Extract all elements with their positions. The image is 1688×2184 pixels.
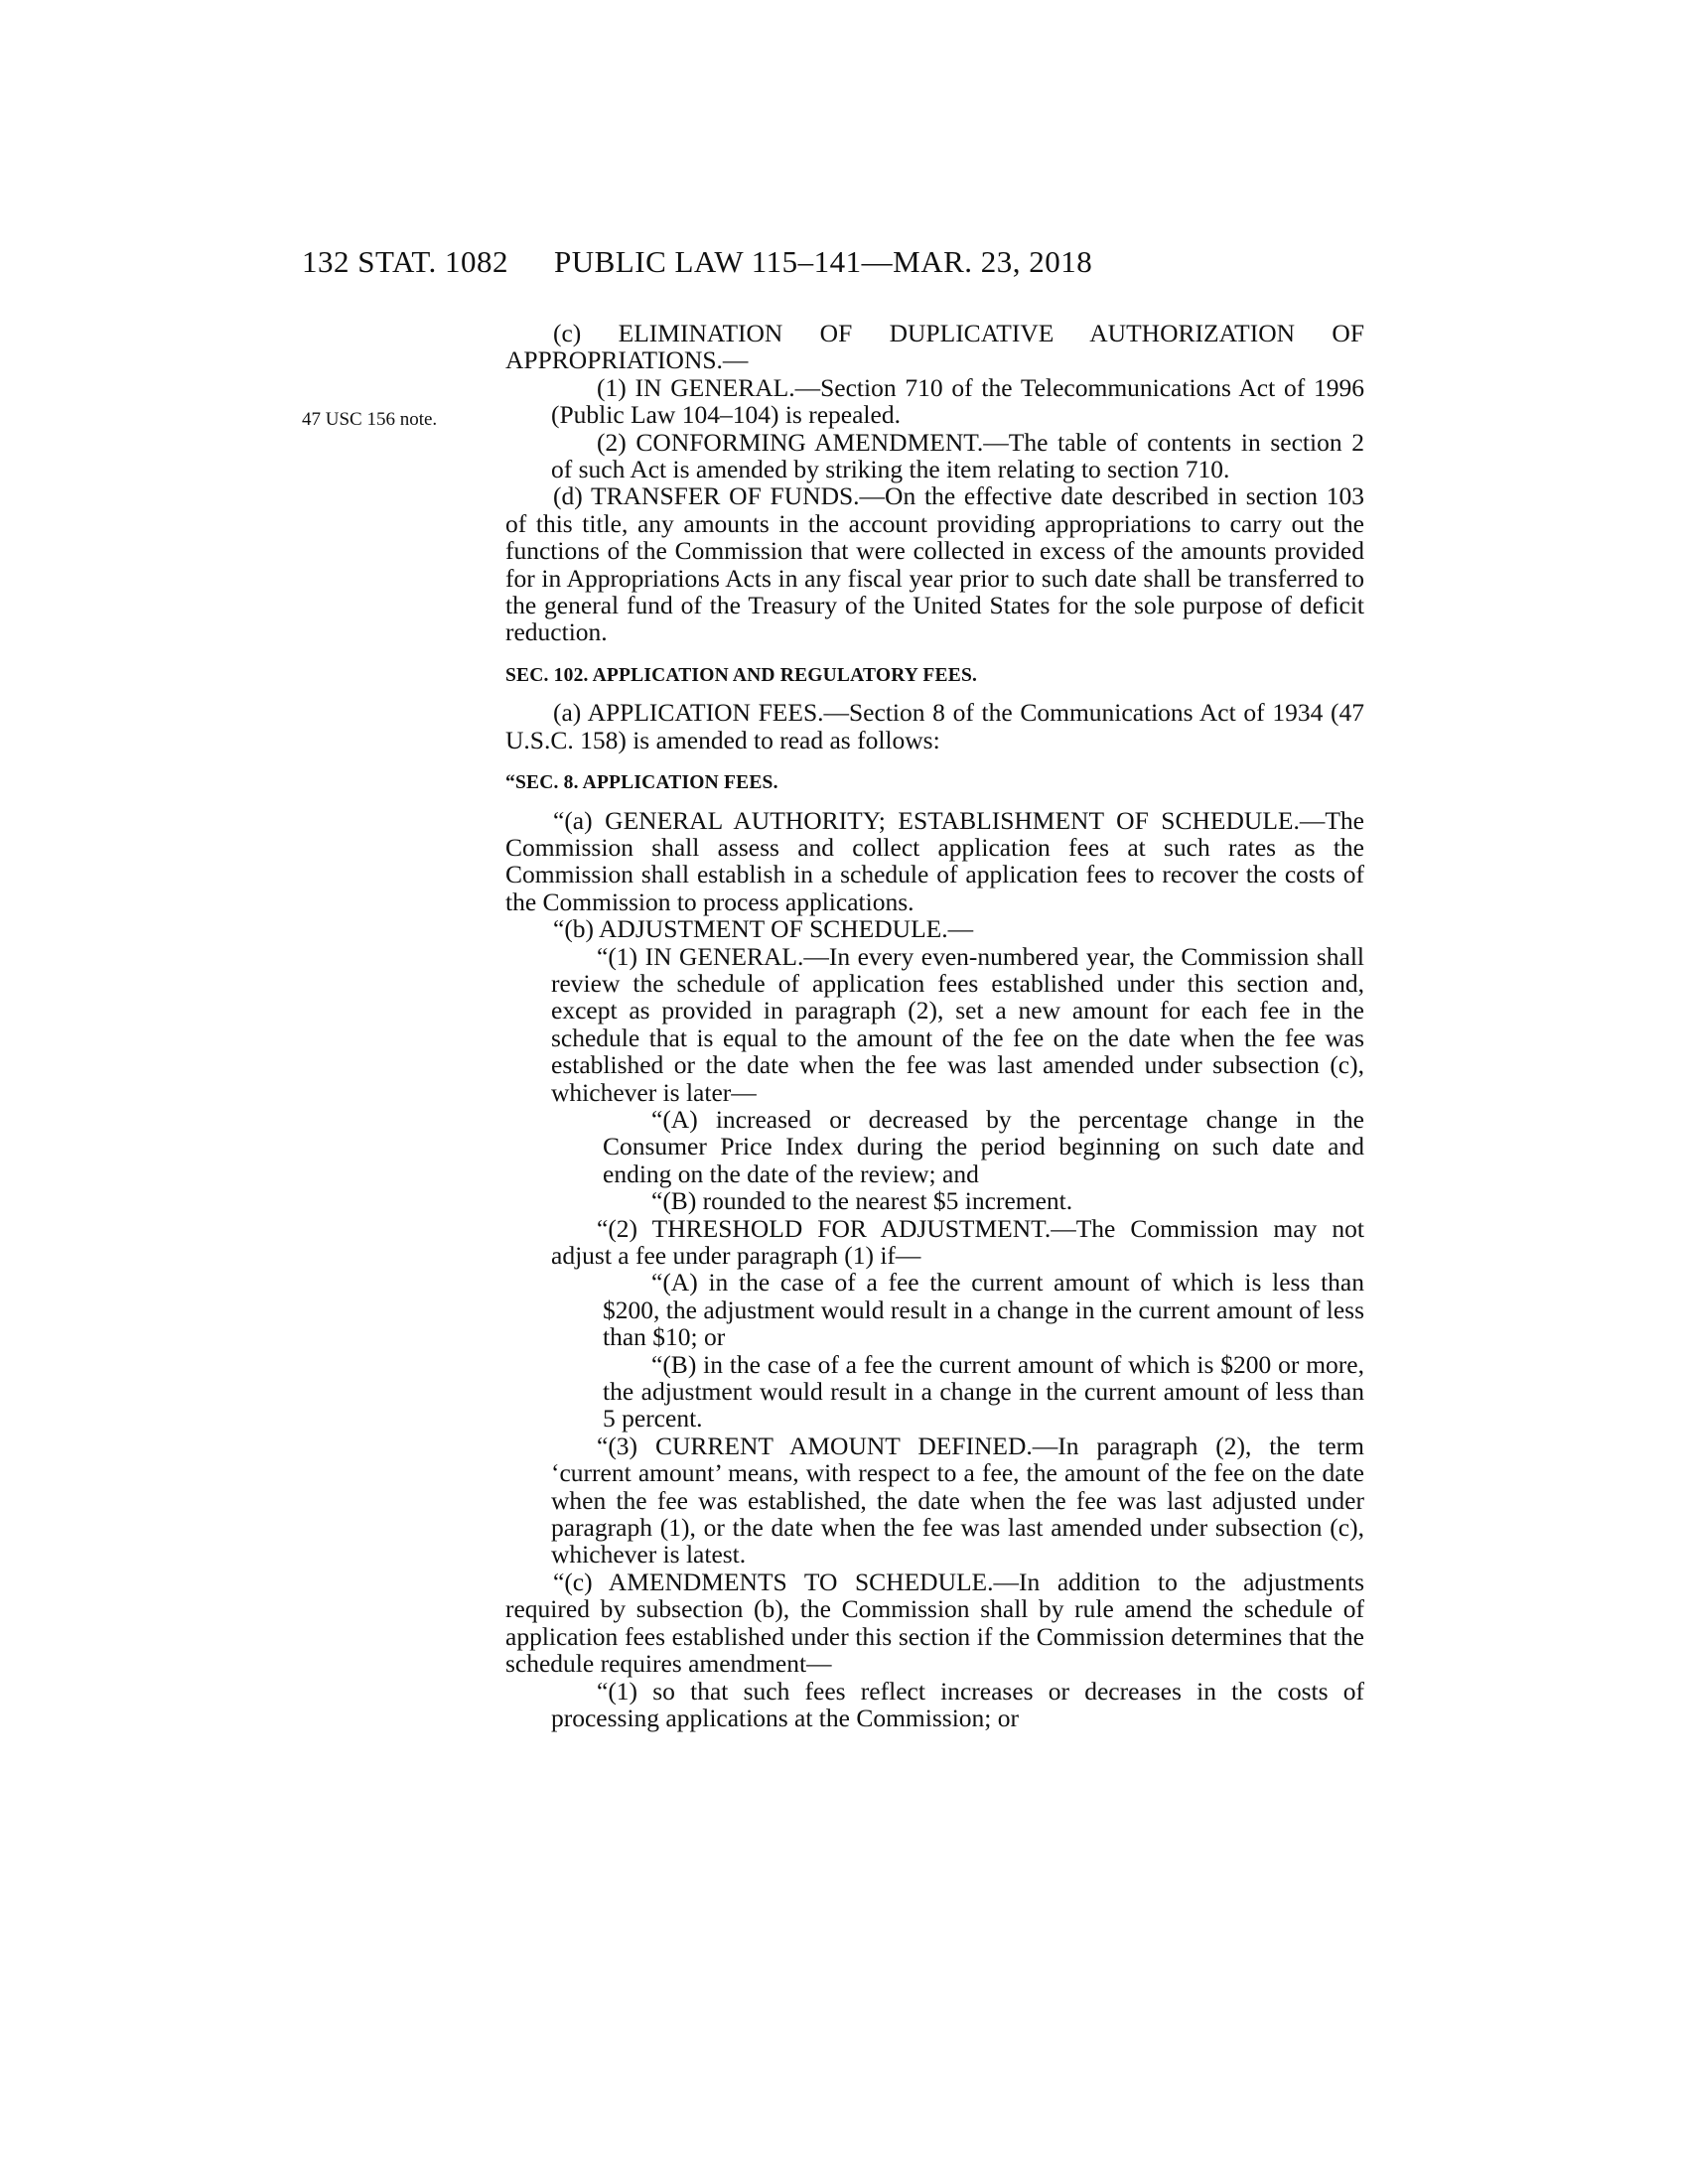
section-8-b-heading: “(b) ADJUSTMENT OF SCHEDULE.— [553, 914, 974, 944]
subsection-c-heading: (c) ELIMINATION OF DUPLICATIVE AUTHORIZATION OF APPROPRIATIONS.— [505, 319, 1364, 375]
section-8-b2: “(2) THRESHOLD FOR ADJUSTMENT.—The Commission may not adjust a fee under paragraph (1) if— [551, 1213, 1364, 1270]
section-102-heading: SEC. 102. APPLICATION AND REGULATORY FEES. [505, 664, 978, 686]
section-8-b1-B: “(B) rounded to the nearest $5 increment. [651, 1186, 1073, 1216]
stat-page-number: 132 STAT. 1082 [302, 244, 509, 279]
subsection-d: (d) TRANSFER OF FUNDS.—On the effective date described in section 103 of this title, any amounts in the account providing appropriations to carry out the functions of the Commission that were collected in excess of the amounts provided for in Appropriations Acts in any fiscal year prior to such date shall be transferred to the general fund of the Treasury of the United States for the sole purpose of deficit reduction. [505, 481, 1364, 647]
section-8-c1: “(1) so that such fees reflect increases or decreases in the costs of processing applications at the Commission; or [551, 1676, 1364, 1732]
section-8-b3: “(3) CURRENT AMOUNT DEFINED.—In paragraph (2), the term ‘current amount’ means, with respect to a fee, the amount of the fee on the date when the fee was established, the date when the fee was last adjusted under paragraph (1), or the date when the fee was last amended under subsection (c), whichever is latest. [551, 1431, 1364, 1570]
section-8-heading: “SEC. 8. APPLICATION FEES. [505, 772, 778, 794]
section-8-b2-B: “(B) in the case of a fee the current amount of which is $200 or more, the adjustment would result in a change in the current amount of less than 5 percent. [603, 1349, 1364, 1433]
statute-body-text [505, 320, 1364, 1731]
margin-citation-note: 47 USC 156 note. [302, 409, 438, 430]
section-8-b1-A: “(A) increased or decreased by the percentage change in the Consumer Price Index during the period beginning on such date and ending on the date of the review; and [603, 1104, 1364, 1188]
running-header-title: PUBLIC LAW 115–141—MAR. 23, 2018 [554, 244, 1093, 279]
section-8-a: “(a) GENERAL AUTHORITY; ESTABLISHMENT OF SCHEDULE.—The Commission shall assess and collect application fees at such rates as the Commission shall establish in a schedule of application fees to recover the costs of the Commission to process applications. [505, 805, 1364, 916]
section-8-b1: “(1) IN GENERAL.—In every even-numbered year, the Commission shall review the schedule of application fees established under this section and, except as provided in paragraph (2), set a new amount for each fee in the schedule that is equal to the amount of the fee on the date when the fee was established or the date when the fee was last amended under subsection (c), whichever is later— [551, 941, 1364, 1107]
paragraph-c2: (2) CONFORMING AMENDMENT.—The table of contents in section 2 of such Act is amended by striking the item relating to section 710. [551, 427, 1364, 484]
section-102-a: (a) APPLICATION FEES.—Section 8 of the Communications Act of 1934 (47 U.S.C. 158) is amended to read as follows: [505, 698, 1364, 754]
section-8-c: “(c) AMENDMENTS TO SCHEDULE.—In addition to the adjustments required by subsection (b), the Commission shall by rule amend the schedule of application fees established under this section if the Commission determines that the schedule requires amendment— [505, 1567, 1364, 1679]
section-8-b2-A: “(A) in the case of a fee the current amount of which is less than $200, the adjustment would result in a change in the current amount of less than $10; or [603, 1268, 1364, 1352]
paragraph-c1: (1) IN GENERAL.—Section 710 of the Telecommunications Act of 1996 (Public Law 104–104) is repealed. [551, 372, 1364, 430]
